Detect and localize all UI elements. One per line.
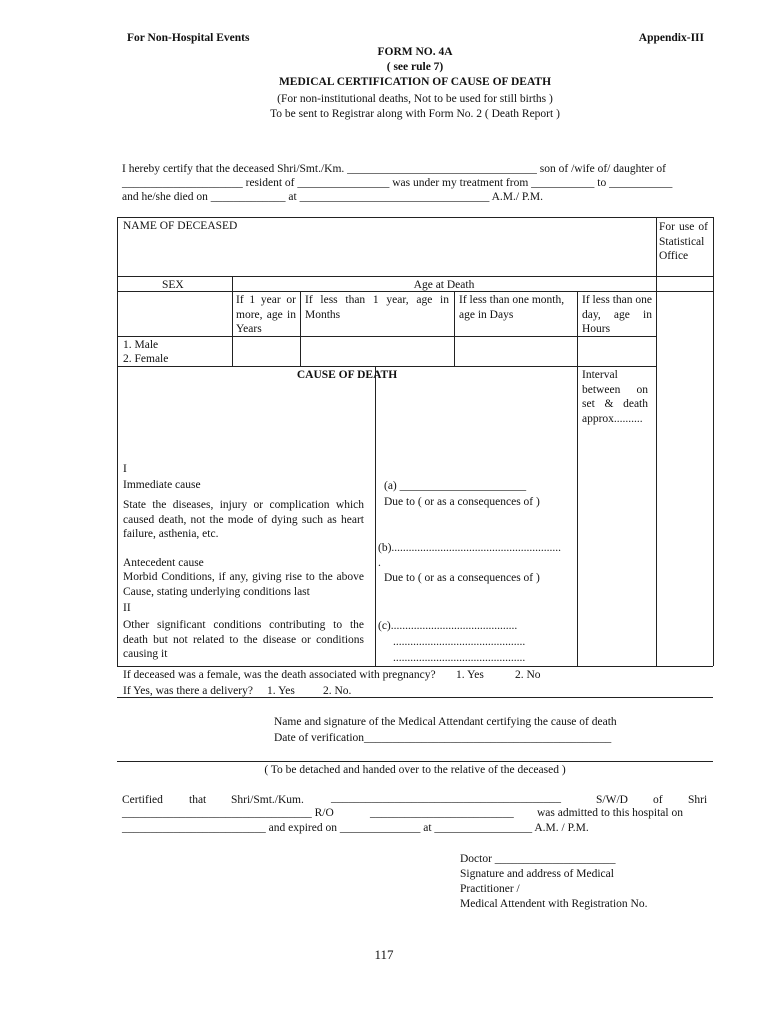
antecedent-cause-description: Morbid Conditions, if any, giving rise to the above Cause, stating underlying conditions last xyxy=(123,571,364,598)
sex-option-female: 2. Female xyxy=(123,353,169,365)
detach-note: ( To be detached and handed over to the relative of the deceased ) xyxy=(264,764,566,776)
part-i-label: I xyxy=(123,463,127,475)
immediate-cause-label: Immediate cause xyxy=(123,479,201,491)
slip-name-blank[interactable]: ________________________________________ xyxy=(331,792,561,804)
doctor-field[interactable]: Doctor _____________________ xyxy=(460,853,616,865)
slip-line-2a[interactable]: _________________________________ R/O xyxy=(122,807,334,819)
slip-shri-2: Shri xyxy=(688,794,708,806)
form-rule: ( see rule 7) xyxy=(386,61,444,73)
form-subtitle: (For non-institutional deaths, Not to be used for still births ) xyxy=(277,93,553,105)
immediate-cause-description: State the diseases, injury or complication which caused death, not the mode of dying such as heart failure, asthenia, etc. xyxy=(123,499,364,540)
cause-line-c3[interactable]: .............................................. xyxy=(393,652,526,664)
slip-shri: Shri/Smt./Kum. xyxy=(231,794,304,806)
slip-certified: Certified xyxy=(122,794,163,806)
slip-line-3[interactable]: _________________________ and expired on ______________ at _________________ A.M. / P.M. xyxy=(122,822,589,834)
due-to-label-2: Due to ( or as a consequences of ) xyxy=(384,572,540,584)
delivery-question: If Yes, was there a delivery? xyxy=(123,685,253,697)
cause-line-c2[interactable]: .............................................. xyxy=(393,636,526,648)
pregnancy-yes-option[interactable]: 1. Yes xyxy=(456,669,484,681)
page-number: 117 xyxy=(374,947,394,962)
slip-line-2c: was admitted to this hospital on xyxy=(537,807,683,819)
statistical-office-label: For use of Statistical Office xyxy=(659,221,708,262)
interval-label: Interval between on set & death approx.......... xyxy=(582,369,648,425)
slip-swd: S/W/D xyxy=(596,794,628,806)
cause-line-c[interactable]: (c)............................................ xyxy=(378,620,518,632)
slip-that: that xyxy=(189,794,207,806)
certify-line-1: I hereby certify that the deceased Shri/Smt./Km. _________________________________ son of /wife of/ daughter of xyxy=(122,163,666,175)
cause-line-b-dot: . xyxy=(378,557,381,569)
slip-of: of xyxy=(653,794,663,806)
cause-of-death-header: CAUSE OF DEATH xyxy=(296,369,398,381)
attendant-signature-label: Name and signature of the Medical Attendant certifying the cause of death xyxy=(274,716,617,728)
doctor-practitioner-label: Practitioner / xyxy=(460,883,520,895)
doctor-registration-label: Medical Attendent with Registration No. xyxy=(460,898,648,910)
name-of-deceased-label: NAME OF DECEASED xyxy=(123,220,238,232)
sex-header: SEX xyxy=(162,279,184,291)
verification-date-field[interactable]: Date of verification___________________________________________ xyxy=(274,732,612,744)
other-conditions-description: Other significant conditions contributing to the death but not related to the disease or conditions causing it xyxy=(123,619,364,660)
cause-line-a[interactable]: (a) ______________________ xyxy=(384,480,527,492)
delivery-no-option[interactable]: 2. No. xyxy=(323,685,352,697)
age-years-header: If 1 year or more, age in Years xyxy=(236,294,296,335)
doctor-signature-label: Signature and address of Medical xyxy=(460,868,614,880)
form-title: MEDICAL CERTIFICATION OF CAUSE OF DEATH xyxy=(278,76,552,88)
delivery-yes-option[interactable]: 1. Yes xyxy=(267,685,295,697)
form-note: To be sent to Registrar along with Form No. 2 ( Death Report ) xyxy=(270,108,560,120)
cause-line-b[interactable]: (b)........................................................... xyxy=(378,542,562,554)
sex-option-male: 1. Male xyxy=(123,339,159,351)
form-number: FORM NO. 4A xyxy=(377,46,453,58)
certify-line-3: and he/she died on _____________ at _________________________________ A.M./ P.M. xyxy=(122,191,544,203)
pregnancy-no-option[interactable]: 2. No xyxy=(515,669,541,681)
header-left: For Non-Hospital Events xyxy=(127,32,250,44)
age-days-header: If less than one month, age in Days xyxy=(459,294,565,321)
pregnancy-question: If deceased was a female, was the death associated with pregnancy? xyxy=(123,669,436,681)
age-months-header: If less than 1 year, age in Months xyxy=(305,294,449,321)
due-to-label-1: Due to ( or as a consequences of ) xyxy=(384,496,540,508)
part-ii-label: II xyxy=(123,602,131,614)
certify-line-2: _____________________ resident of ________________ was under my treatment from ___________ to ___________ xyxy=(122,177,673,189)
age-at-death-header: Age at Death xyxy=(413,279,475,291)
age-hours-header: If less than one day, age in Hours xyxy=(582,294,652,335)
slip-line-2b[interactable]: _________________________ xyxy=(370,807,514,819)
detach-line xyxy=(117,761,713,762)
antecedent-cause-label: Antecedent cause xyxy=(123,557,204,569)
header-right: Appendix-III xyxy=(638,32,704,44)
divider xyxy=(117,697,713,698)
